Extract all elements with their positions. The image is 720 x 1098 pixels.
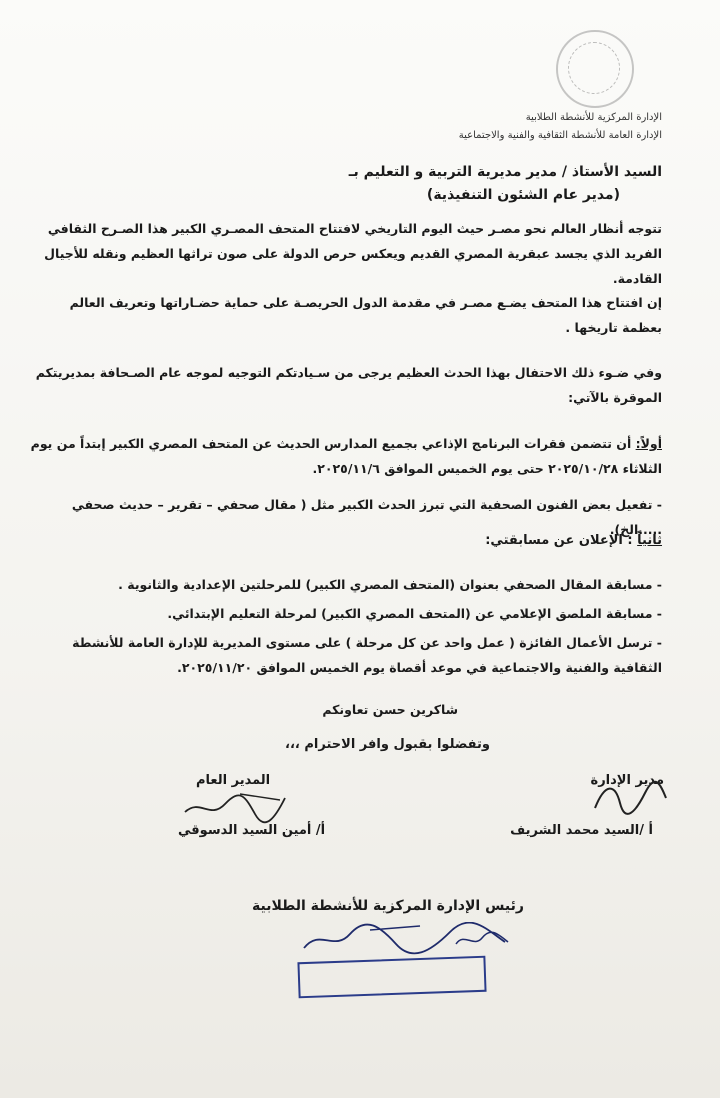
paragraph-2: إن افتتاح هذا المتحف يضـع مصـر في مقدمة الدول الحريصـة على حماية حضـاراتها وتعريف العالم بعظمة تاريخها . [69,295,662,335]
second-item [28,630,662,680]
second-item-text: ترسل الأعمال الفائزة ( عمل واحد عن كل مرحلة ) على مستوى المديرية للإدارة العامة للأنشطة الثقافية والفنية والاجتماعية في موعد أقصاة يوم الخميس الموافق ٢٠٢٥/١١/٢٠. [72,635,662,675]
closing-regards: وتفضلوا بقبول وافر الاحترام ،،، [285,737,490,752]
right-signature-name: أ /السيد محمد الشريف [510,823,653,838]
org-line-1: الإدارة المركزية للأنشطة الطلابية [525,112,662,123]
date-scribble [452,928,512,952]
second-item [28,572,662,597]
first-item [28,431,662,481]
second-item-text: مسابقة المقال الصحفي بعنوان (المتحف المصري الكبير) للمرحلتين الإعدادية والثانوية . [118,577,653,592]
second-label: ثانياً [637,533,662,548]
right-handwritten-signature [590,778,670,818]
second-item [28,601,662,626]
bullet-dash: - [652,635,662,650]
left-handwritten-signature [180,790,290,826]
addressee-line-1: السيد الأستاذ / مدير مديرية التربية و التعليم بـ [348,164,662,180]
first-text: أن تتضمن فقرات البرنامج الإذاعي بجميع المدارس الحديث عن المتحف المصري الكبير إبتداً من يوم الثلاثاء ٢٠٢٥/١٠/٢٨ حتى يوم الخميس الموافق ٢٠٢٥/١١/٦. [30,436,662,476]
closing-thanks: شاكرين حسن تعاونكم [322,702,458,717]
addressee-line-2: (مدير عام الشئون التنفيذية) [426,187,620,203]
bullet-dash: - [652,606,662,621]
second-heading [485,533,662,548]
bullet-dash: - [652,577,662,592]
ministry-seal-logo [556,30,634,108]
first-bullet-text: تفعيل بعض الفنون الصحفية التي تبرز الحدث الكبير مثل ( مقال صحفي – تقرير – حديث صحفي .....الخ). [71,497,662,537]
second-item-text: مسابقة الملصق الإعلامي عن (المتحف المصري الكبير) لمرحلة التعليم الإبتدائي. [167,606,653,621]
org-line-2: الإدارة العامة للأنشطة الثقافية والفنية والاجتماعية [458,130,662,141]
bullet-dash: - [652,497,662,512]
rubber-stamp [297,956,486,999]
left-signature-title: المدير العام [196,773,271,788]
paragraph-1: تتوجه أنظار العالم نحو مصـر حيث اليوم التاريخي لافتتاح المتحف المصـري الكبير هذا الصـرح الثقافي الفريد الذي يجسد عبقرية المصري القديم ويعكس حرص الدولة على صون تراثها العظيم ونقله للأجيال القادمة. [44,221,662,286]
paragraph-3: وفي ضـوء ذلك الاحتفال بهذا الحدث العظيم يرجى من سـيادتكم التوجيه لموجه عام الصـحافة بمديريتكم الموقرة بالآتي: [35,365,662,405]
second-heading-text: : الإعلان عن مسابقتي: [485,533,633,548]
head-signature-title: رئيس الإدارة المركزية للأنشطة الطلابية [252,898,524,914]
right-signature-title: مدير الإدارة [590,773,664,788]
first-label: أولاً: [635,436,662,451]
left-signature-name: أ/ أمين السيد الدسوقي [178,823,326,838]
